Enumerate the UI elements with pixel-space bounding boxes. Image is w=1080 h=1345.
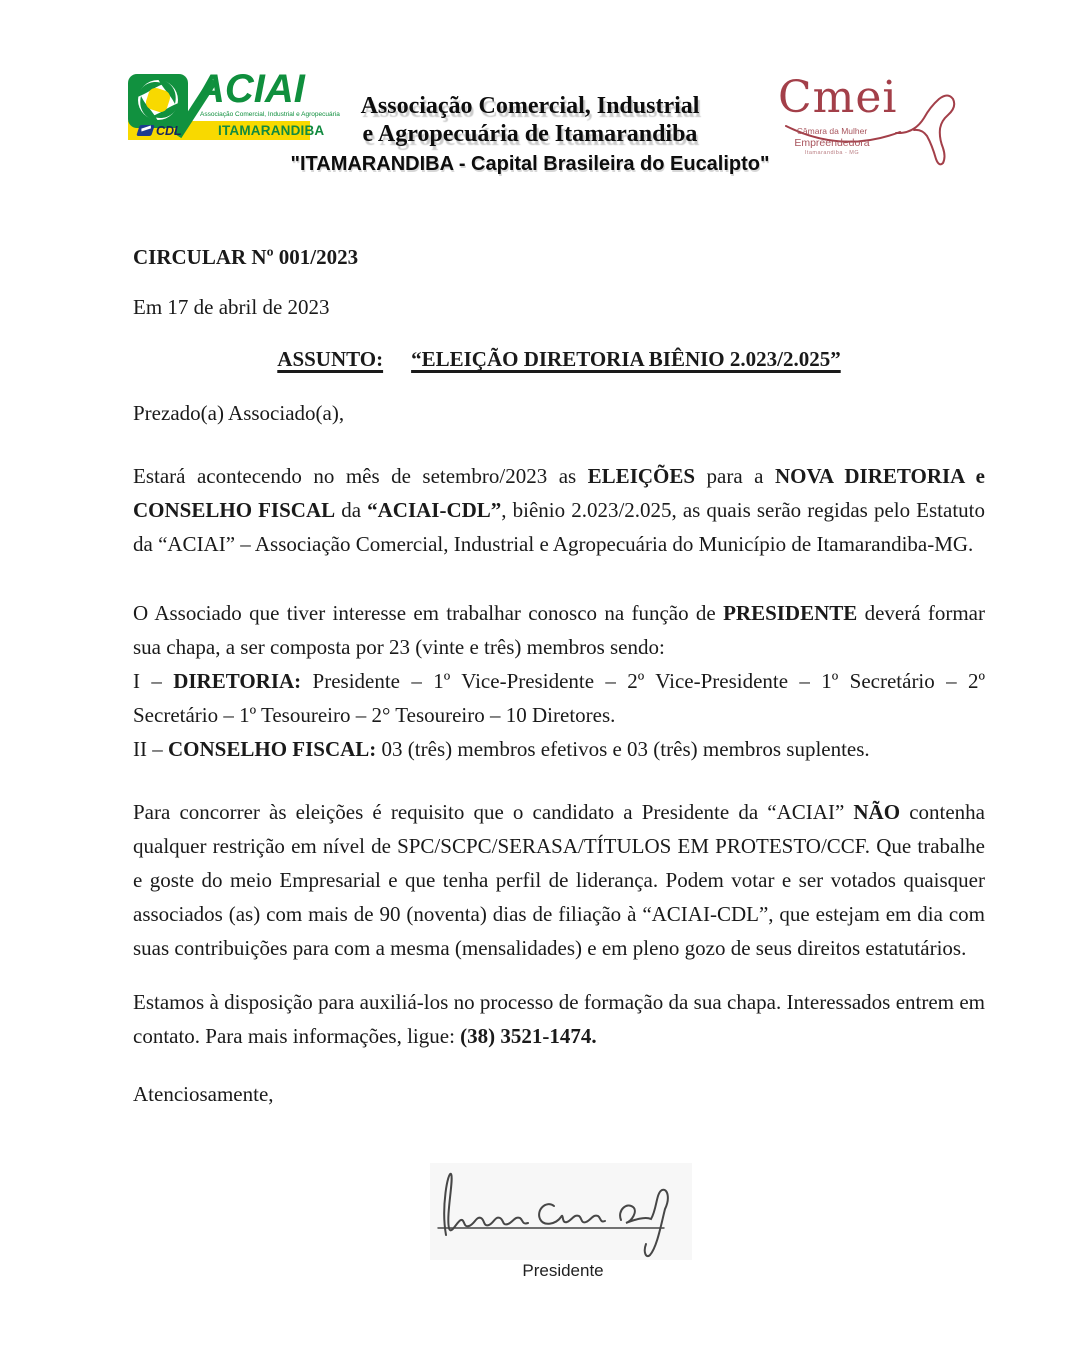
paragraph-requirements: Para concorrer às eleições é requisito que o candidato a Presidente da “ACIAI” NÃO contenha qualquer restrição em nível de SPC/SCPC/SERASA/TÍTULOS EM PROTESTO/CCF. Que trabalhe e goste do meio Empresarial e que tenha perfil de liderança. Podem votar e ser votados quaisquer associados (as) com mais de 90 (noventa) dias de filiação à “ACIAI-CDL”, que estejam em dia com suas contribuições para com a mesma (mensalidades) e em pleno gozo de seus direitos estatutários. <box>133 800 985 960</box>
paragraph-contact: Estamos à disposição para auxiliá-los no processo de formação da sua chapa. Interessados entrem em contato. Para mais informações, ligue: (38) 3521-1474. <box>133 990 985 1048</box>
aciai-tagline-text: Associação Comercial, Industrial e Agropecuária <box>200 111 340 118</box>
salutation: Prezado(a) Associado(a), <box>133 401 345 425</box>
city-motto: "ITAMARANDIBA - Capital Brasileira do Eucalipto" <box>290 153 770 175</box>
cdl-badge <box>138 124 182 138</box>
organization-name-line1: Associação Comercial, Industrial <box>360 93 700 119</box>
organization-name-line2: e Agropecuária de Itamarandiba <box>362 121 698 147</box>
circular-number: CIRCULAR Nº 001/2023 <box>133 245 359 269</box>
subject-label: ASSUNTO: <box>277 347 384 371</box>
aciai-acronym-text: ACIAI <box>196 67 305 111</box>
list-item-conselho-fiscal: II – CONSELHO FISCAL: 03 (três) membros efetivos e 03 (três) membros suplentes. <box>133 737 870 761</box>
date-line: Em 17 de abril de 2023 <box>133 295 330 319</box>
signature-title: Presidente <box>522 1261 604 1280</box>
cmei-logo <box>772 74 964 169</box>
cmei-subtext-line3: Itamarandiba - MG <box>804 150 860 156</box>
aciai-city-label: ITAMARANDIBA <box>218 123 325 138</box>
cmei-subtext-line1: Câmara da Mulher <box>796 126 868 136</box>
paragraph-chapa: O Associado que tiver interesse em trabalhar conosco na função de PRESIDENTE deverá formar sua chapa, a ser composta por 23 (vinte e três) membros sendo: <box>133 601 985 659</box>
signature-image <box>430 1163 692 1260</box>
closing: Atenciosamente, <box>133 1082 274 1106</box>
cmei-high-heel-icon <box>772 74 964 174</box>
subject-value: “ELEIÇÃO DIRETORIA BIÊNIO 2.023/2.025” <box>411 347 841 371</box>
cmei-wordmark: Cmei <box>778 72 898 123</box>
cmei-subtext-line2: Empreendedora <box>794 137 870 149</box>
paragraph-chapa-group <box>133 596 985 766</box>
paragraph-elections: Estará acontecendo no mês de setembro/2023 as ELEIÇÕES para a NOVA DIRETORIA e CONSELHO FISCAL da “ACIAI-CDL”, biênio 2.023/2.025, as quais serão regidas pelo Estatuto da “ACIAI” – Associação Comercial, Industrial e Agropecuária do Município de Itamarandiba-MG. <box>133 464 985 556</box>
cdl-label: CDL <box>156 123 182 138</box>
aciai-logo <box>128 67 340 142</box>
cdl-flag-icon <box>136 125 155 136</box>
subject-line <box>133 342 985 376</box>
organization-name <box>305 92 755 148</box>
list-item-diretoria: I – DIRETORIA: Presidente – 1º Vice-Presidente – 2º Vice-Presidente – 1º Secretário – 2º Secretário – 1º Tesoureiro – 2° Tesoureiro – 10 Diretores. <box>133 669 985 727</box>
